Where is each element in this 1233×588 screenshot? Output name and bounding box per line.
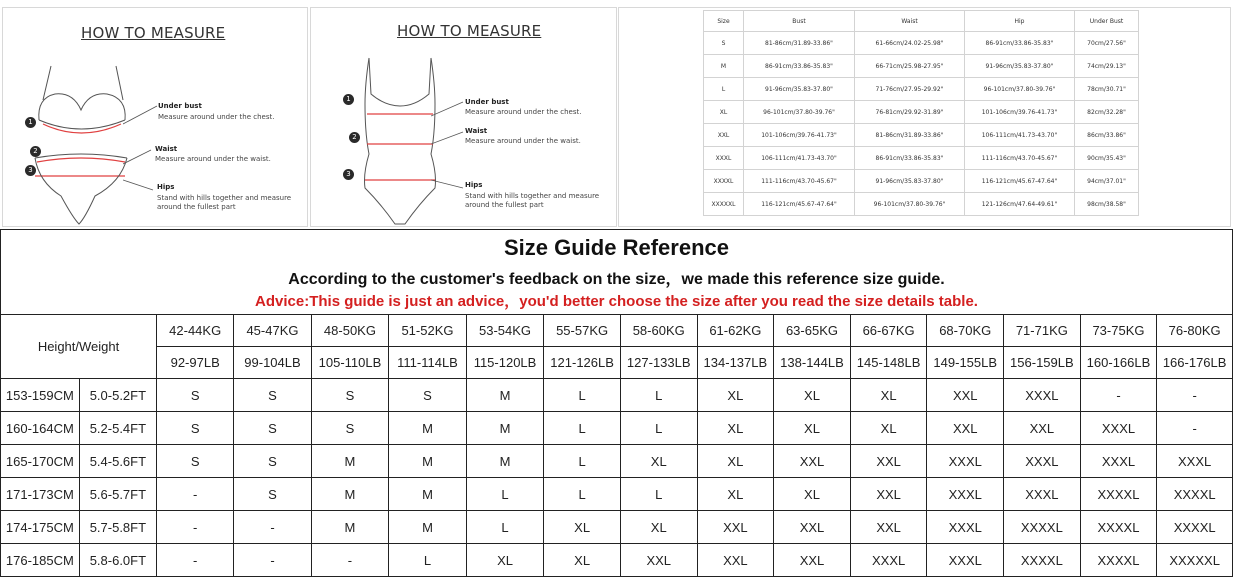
size-cell: L bbox=[466, 511, 544, 544]
height-cm-cell: 160-164CM bbox=[1, 412, 80, 445]
how-to-measure-title: HOW TO MEASURE bbox=[397, 22, 542, 40]
size-cell: M bbox=[466, 412, 544, 445]
size-cell: XXXL bbox=[927, 478, 1004, 511]
weight-kg-cell: 71-71KG bbox=[1004, 315, 1081, 347]
height-ft-cell: 5.6-5.7FT bbox=[79, 478, 156, 511]
size-chart-header-cell: Waist bbox=[855, 11, 965, 32]
height-cm-cell: 153-159CM bbox=[1, 379, 80, 412]
size-cell: XL bbox=[774, 478, 851, 511]
size-cell: - bbox=[157, 511, 234, 544]
size-chart-cell: 90cm/35.43" bbox=[1075, 147, 1139, 170]
waist-label: Waist bbox=[155, 145, 178, 153]
weight-kg-cell: 53-54KG bbox=[466, 315, 544, 347]
size-cell: M bbox=[311, 478, 389, 511]
size-chart-cell: 86-91cm/33.86-35.83" bbox=[855, 147, 965, 170]
size-cell: XXL bbox=[697, 544, 774, 577]
hips-label: Hips bbox=[465, 181, 483, 189]
table-row bbox=[1, 511, 1233, 544]
size-cell: M bbox=[389, 511, 467, 544]
size-cell: XXXXL bbox=[1004, 544, 1081, 577]
size-guide-table bbox=[0, 314, 1233, 577]
weight-kg-cell: 73-75KG bbox=[1080, 315, 1157, 347]
size-chart-cell: 96-101cm/37.80-39.76" bbox=[965, 78, 1075, 101]
size-chart-cell: 98cm/38.58" bbox=[1075, 193, 1139, 216]
height-ft-cell: 5.7-5.8FT bbox=[79, 511, 156, 544]
size-cell: XL bbox=[850, 412, 927, 445]
weight-kg-cell: 51-52KG bbox=[389, 315, 467, 347]
size-chart-cell: 76-81cm/29.92-31.89" bbox=[855, 101, 965, 124]
step-number: 2 bbox=[349, 132, 360, 143]
size-chart-cell: XXXXL bbox=[704, 170, 744, 193]
weight-lb-cell: 166-176LB bbox=[1157, 347, 1233, 379]
size-cell: L bbox=[544, 445, 621, 478]
bikini-figure bbox=[21, 58, 131, 227]
size-cell: XXXXL bbox=[1080, 511, 1157, 544]
hips-desc: Stand with hills together and measure around the fullest part bbox=[157, 194, 292, 211]
size-cell: XXL bbox=[774, 544, 851, 577]
size-chart-cell: 66-71cm/25.98-27.95" bbox=[855, 55, 965, 78]
size-cell: XXL bbox=[774, 445, 851, 478]
size-cell: XXXL bbox=[1080, 412, 1157, 445]
size-chart-cell: XL bbox=[704, 101, 744, 124]
size-guide-header bbox=[0, 229, 1233, 314]
step-number: 3 bbox=[25, 165, 36, 176]
weight-lb-cell: 156-159LB bbox=[1004, 347, 1081, 379]
size-cell: M bbox=[466, 445, 544, 478]
size-cell: XXL bbox=[1004, 412, 1081, 445]
size-cell: XL bbox=[466, 544, 544, 577]
size-cell: M bbox=[389, 412, 467, 445]
hips-label: Hips bbox=[157, 183, 175, 191]
weight-lb-cell: 92-97LB bbox=[157, 347, 234, 379]
height-ft-cell: 5.2-5.4FT bbox=[79, 412, 156, 445]
size-cell: L bbox=[389, 544, 467, 577]
size-chart-cell: 96-101cm/37.80-39.76" bbox=[744, 101, 855, 124]
size-cell: - bbox=[1157, 379, 1233, 412]
under-bust-label: Under bust bbox=[465, 98, 509, 106]
size-cell: - bbox=[1080, 379, 1157, 412]
size-cell: S bbox=[234, 379, 311, 412]
size-cell: XXXL bbox=[1157, 445, 1233, 478]
size-chart-row bbox=[704, 55, 1139, 78]
size-cell: L bbox=[620, 379, 697, 412]
weight-lb-cell: 111-114LB bbox=[389, 347, 467, 379]
size-chart-cell: 82cm/32.28" bbox=[1075, 101, 1139, 124]
size-chart-cell: 111-116cm/43.70-45.67" bbox=[965, 147, 1075, 170]
size-cell: XXL bbox=[850, 511, 927, 544]
size-cell: S bbox=[234, 445, 311, 478]
size-cell: XL bbox=[620, 445, 697, 478]
height-cm-cell: 165-170CM bbox=[1, 445, 80, 478]
size-cell: XXL bbox=[620, 544, 697, 577]
weight-lb-cell: 127-133LB bbox=[620, 347, 697, 379]
size-cell: S bbox=[311, 412, 389, 445]
size-cell: XL bbox=[697, 478, 774, 511]
size-chart-cell: 106-111cm/41.73-43.70" bbox=[965, 124, 1075, 147]
weight-kg-cell: 45-47KG bbox=[234, 315, 311, 347]
size-chart-cell: 81-86cm/31.89-33.86" bbox=[855, 124, 965, 147]
size-cell: XXXXL bbox=[1157, 511, 1233, 544]
size-chart-row bbox=[704, 170, 1139, 193]
size-cell: - bbox=[157, 478, 234, 511]
size-chart-panel bbox=[618, 7, 1231, 227]
size-cell: XXXXL bbox=[1004, 511, 1081, 544]
weight-kg-cell: 42-44KG bbox=[157, 315, 234, 347]
size-chart-header-cell: Bust bbox=[744, 11, 855, 32]
table-row bbox=[1, 445, 1233, 478]
size-chart-cell: XXXL bbox=[704, 147, 744, 170]
size-chart-header-cell: Under Bust bbox=[1075, 11, 1139, 32]
size-chart-cell: 81-86cm/31.89-33.86" bbox=[744, 32, 855, 55]
size-chart-cell: 86cm/33.86" bbox=[1075, 124, 1139, 147]
size-chart-row bbox=[704, 193, 1139, 216]
size-cell: XXXXXL bbox=[1157, 544, 1233, 577]
weight-lb-cell: 160-166LB bbox=[1080, 347, 1157, 379]
size-cell: - bbox=[1157, 412, 1233, 445]
how-to-measure-bikini-panel bbox=[2, 7, 308, 227]
step-number: 3 bbox=[343, 169, 354, 180]
weight-kg-cell: 68-70KG bbox=[927, 315, 1004, 347]
size-cell: S bbox=[234, 412, 311, 445]
size-cell: XL bbox=[774, 379, 851, 412]
size-chart-cell: L bbox=[704, 78, 744, 101]
size-cell: S bbox=[234, 478, 311, 511]
table-row bbox=[1, 544, 1233, 577]
size-cell: XXL bbox=[850, 478, 927, 511]
size-chart-cell: 86-91cm/33.86-35.83" bbox=[965, 32, 1075, 55]
weight-lb-cell: 149-155LB bbox=[927, 347, 1004, 379]
weight-lb-cell: 134-137LB bbox=[697, 347, 774, 379]
size-chart-header-cell: Size bbox=[704, 11, 744, 32]
size-cell: XXL bbox=[850, 445, 927, 478]
size-guide-advice: Advice:This guide is just an advice，you'd better choose the size after you read the size details table. bbox=[255, 293, 978, 310]
size-cell: L bbox=[620, 478, 697, 511]
weight-kg-cell: 66-67KG bbox=[850, 315, 927, 347]
size-guide-subtitle: According to the customer's feedback on the size，we made this reference size guide. bbox=[288, 271, 945, 288]
size-chart-table bbox=[703, 10, 1139, 216]
size-cell: L bbox=[544, 412, 621, 445]
size-cell: M bbox=[311, 511, 389, 544]
size-cell: L bbox=[620, 412, 697, 445]
size-cell: XXXL bbox=[1080, 445, 1157, 478]
size-chart-cell: 94cm/37.01" bbox=[1075, 170, 1139, 193]
size-chart-cell: S bbox=[704, 32, 744, 55]
size-cell: XL bbox=[774, 412, 851, 445]
weight-kg-cell: 76-80KG bbox=[1157, 315, 1233, 347]
size-guide-section bbox=[0, 229, 1233, 586]
size-chart-cell: 121-126cm/47.64-49.61" bbox=[965, 193, 1075, 216]
size-chart-cell: XXL bbox=[704, 124, 744, 147]
size-cell: XL bbox=[697, 412, 774, 445]
size-chart-cell: M bbox=[704, 55, 744, 78]
size-cell: S bbox=[157, 445, 234, 478]
weight-kg-cell: 55-57KG bbox=[544, 315, 621, 347]
size-chart-cell: 116-121cm/45.67-47.64" bbox=[744, 193, 855, 216]
size-cell: M bbox=[389, 478, 467, 511]
height-cm-cell: 171-173CM bbox=[1, 478, 80, 511]
size-cell: XXXL bbox=[850, 544, 927, 577]
size-cell: XXXXL bbox=[1157, 478, 1233, 511]
weight-lb-cell: 138-144LB bbox=[774, 347, 851, 379]
size-chart-cell: 101-106cm/39.76-41.73" bbox=[965, 101, 1075, 124]
step-number: 1 bbox=[343, 94, 354, 105]
size-cell: - bbox=[311, 544, 389, 577]
size-chart-cell: 78cm/30.71" bbox=[1075, 78, 1139, 101]
size-chart-cell: XXXXXL bbox=[704, 193, 744, 216]
size-cell: - bbox=[234, 544, 311, 577]
weight-lb-row bbox=[1, 347, 1233, 379]
size-chart-row bbox=[704, 124, 1139, 147]
size-cell: L bbox=[544, 379, 621, 412]
size-chart-cell: 101-106cm/39.76-41.73" bbox=[744, 124, 855, 147]
waist-desc: Measure around under the waist. bbox=[155, 155, 271, 163]
size-cell: XXXL bbox=[927, 544, 1004, 577]
size-chart-cell: 91-96cm/35.83-37.80" bbox=[855, 170, 965, 193]
under-bust-desc: Measure around under the chest. bbox=[465, 108, 582, 116]
hips-desc: Stand with hills together and measure around the fullest part bbox=[465, 192, 600, 209]
size-cell: XXL bbox=[774, 511, 851, 544]
waist-desc: Measure around under the waist. bbox=[465, 137, 581, 145]
size-guide-title: Size Guide Reference bbox=[504, 235, 729, 260]
size-cell: XXXL bbox=[1004, 445, 1081, 478]
leader-lines bbox=[431, 96, 467, 196]
size-cell: M bbox=[389, 445, 467, 478]
size-chart-cell: 74cm/29.13" bbox=[1075, 55, 1139, 78]
size-chart-row bbox=[704, 101, 1139, 124]
size-cell: S bbox=[311, 379, 389, 412]
size-cell: XXXXL bbox=[1080, 544, 1157, 577]
table-row bbox=[1, 379, 1233, 412]
size-chart-header-row bbox=[704, 11, 1139, 32]
size-chart-cell: 106-111cm/41.73-43.70" bbox=[744, 147, 855, 170]
size-chart-cell: 111-116cm/43.70-45.67" bbox=[744, 170, 855, 193]
size-cell: XXXL bbox=[1004, 478, 1081, 511]
step-number: 2 bbox=[30, 146, 41, 157]
size-cell: L bbox=[544, 478, 621, 511]
size-chart-cell: 61-66cm/24.02-25.98" bbox=[855, 32, 965, 55]
size-cell: XL bbox=[544, 544, 621, 577]
size-chart-row bbox=[704, 78, 1139, 101]
size-cell: S bbox=[389, 379, 467, 412]
size-chart-cell: 71-76cm/27.95-29.92" bbox=[855, 78, 965, 101]
size-chart-cell: 116-121cm/45.67-47.64" bbox=[965, 170, 1075, 193]
size-cell: - bbox=[234, 511, 311, 544]
size-cell: XXL bbox=[697, 511, 774, 544]
step-number: 1 bbox=[25, 117, 36, 128]
height-ft-cell: 5.0-5.2FT bbox=[79, 379, 156, 412]
height-cm-cell: 176-185CM bbox=[1, 544, 80, 577]
how-to-measure-title: HOW TO MEASURE bbox=[81, 24, 226, 42]
size-cell: XXL bbox=[927, 412, 1004, 445]
weight-kg-row bbox=[1, 315, 1233, 347]
size-chart-cell: 91-96cm/35.83-37.80" bbox=[965, 55, 1075, 78]
size-cell: S bbox=[157, 412, 234, 445]
size-cell: XL bbox=[697, 379, 774, 412]
size-chart-header-cell: Hip bbox=[965, 11, 1075, 32]
size-chart-cell: 91-96cm/35.83-37.80" bbox=[744, 78, 855, 101]
size-cell: XXXL bbox=[1004, 379, 1081, 412]
height-ft-cell: 5.4-5.6FT bbox=[79, 445, 156, 478]
size-cell: M bbox=[466, 379, 544, 412]
size-cell: XL bbox=[697, 445, 774, 478]
size-cell: XXXL bbox=[927, 511, 1004, 544]
under-bust-label: Under bust bbox=[158, 102, 202, 110]
size-cell: M bbox=[311, 445, 389, 478]
height-cm-cell: 174-175CM bbox=[1, 511, 80, 544]
weight-kg-cell: 61-62KG bbox=[697, 315, 774, 347]
waist-label: Waist bbox=[465, 127, 488, 135]
size-chart-row bbox=[704, 32, 1139, 55]
weight-lb-cell: 105-110LB bbox=[311, 347, 389, 379]
weight-kg-cell: 58-60KG bbox=[620, 315, 697, 347]
size-cell: XXXXL bbox=[1080, 478, 1157, 511]
size-cell: XXXL bbox=[927, 445, 1004, 478]
size-cell: XL bbox=[850, 379, 927, 412]
size-cell: XL bbox=[620, 511, 697, 544]
weight-kg-cell: 48-50KG bbox=[311, 315, 389, 347]
size-cell: - bbox=[157, 544, 234, 577]
size-chart-row bbox=[704, 147, 1139, 170]
weight-lb-cell: 99-104LB bbox=[234, 347, 311, 379]
table-row bbox=[1, 478, 1233, 511]
weight-lb-cell: 115-120LB bbox=[466, 347, 544, 379]
height-ft-cell: 5.8-6.0FT bbox=[79, 544, 156, 577]
weight-lb-cell: 145-148LB bbox=[850, 347, 927, 379]
weight-lb-cell: 121-126LB bbox=[544, 347, 621, 379]
size-chart-cell: 96-101cm/37.80-39.76" bbox=[855, 193, 965, 216]
size-cell: L bbox=[466, 478, 544, 511]
height-weight-label: Height/Weight bbox=[1, 315, 157, 379]
size-chart-cell: 70cm/27.56" bbox=[1075, 32, 1139, 55]
how-to-measure-swimsuit-panel bbox=[310, 7, 617, 227]
size-cell: XL bbox=[544, 511, 621, 544]
table-row bbox=[1, 412, 1233, 445]
size-chart-cell: 86-91cm/33.86-35.83" bbox=[744, 55, 855, 78]
size-cell: XXL bbox=[927, 379, 1004, 412]
weight-kg-cell: 63-65KG bbox=[774, 315, 851, 347]
under-bust-desc: Measure around under the chest. bbox=[158, 113, 275, 121]
size-cell: S bbox=[157, 379, 234, 412]
